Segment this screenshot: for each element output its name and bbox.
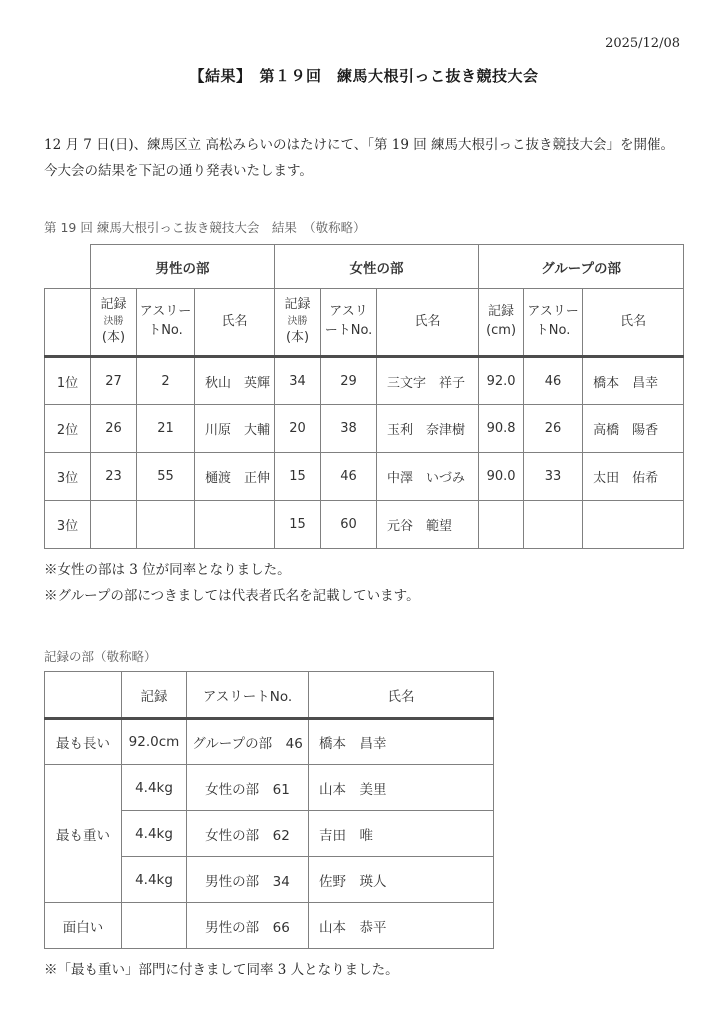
note-women-tie: ※女性の部は 3 位が同率となりました。 xyxy=(44,562,291,578)
name-cell: 橋本 昌幸 xyxy=(583,357,684,405)
rank-header-cell xyxy=(45,289,91,357)
athlete-no-cell: 2 xyxy=(137,357,195,405)
name-cell: 樋渡 正伸 xyxy=(195,453,275,501)
document-date: 2025/12/08 xyxy=(605,36,680,51)
records-section-heading: 記録の部（敬称略） xyxy=(44,649,157,664)
group-record-header xyxy=(479,289,524,357)
athlete-no-cell: グループの部 46 xyxy=(187,719,309,765)
category-cell: 面白い xyxy=(45,903,122,949)
athlete-no-cell: 男性の部 66 xyxy=(187,903,309,949)
record-label: 記録 xyxy=(488,304,515,320)
division-men-header: 男性の部 xyxy=(91,245,275,289)
result-row-3 xyxy=(45,453,684,501)
record-cell: 27 xyxy=(91,357,137,405)
record-row-longest xyxy=(45,719,494,765)
corner-spacer-cell xyxy=(45,245,91,289)
division-women-header: 女性の部 xyxy=(275,245,479,289)
men-name-header: 氏名 xyxy=(195,289,275,357)
records-note: ※「最も重い」部門に付きまして同率 3 人となりました。 xyxy=(44,962,399,978)
intro-line-1: 12 月 7 日(日)、練馬区立 高松みらいのはたけにて、「第 19 回 練馬大根引っこ抜き競技大会」を開催。 xyxy=(44,137,674,153)
record-cell: 90.8 xyxy=(479,405,524,453)
record-cell: 90.0 xyxy=(479,453,524,501)
rank-cell: 2位 xyxy=(45,405,91,453)
athlete-no-cell: 26 xyxy=(524,405,583,453)
record-cell: 4.4kg xyxy=(122,857,187,903)
record-cell: 4.4kg xyxy=(122,765,187,811)
record-cell: 92.0 xyxy=(479,357,524,405)
athlete-no-cell: 60 xyxy=(321,501,377,549)
page-title: 【結果】 第１９回 練馬大根引っこ抜き競技大会 xyxy=(189,67,539,85)
record-cell xyxy=(479,501,524,549)
record-cell: 34 xyxy=(275,357,321,405)
athlete-no-cell: 女性の部 61 xyxy=(187,765,309,811)
column-header-row xyxy=(45,289,684,357)
records-corner-cell xyxy=(45,672,122,719)
records-name-header: 氏名 xyxy=(309,672,494,719)
results-notes xyxy=(44,557,684,609)
men-record-header xyxy=(91,289,137,357)
record-round-label: 決勝 xyxy=(287,315,308,327)
name-cell: 秋山 英輝 xyxy=(195,357,275,405)
record-cell: 15 xyxy=(275,501,321,549)
name-cell: 吉田 唯 xyxy=(309,811,494,857)
athlete-no-cell: 46 xyxy=(524,357,583,405)
men-athlete-no-header: アスリートNo. xyxy=(137,289,195,357)
records-table xyxy=(44,671,494,949)
results-section-heading: 第 19 回 練馬大根引っこ抜き競技大会 結果 （敬称略） xyxy=(44,220,366,235)
name-cell: 元谷 範望 xyxy=(377,501,479,549)
record-cell: 20 xyxy=(275,405,321,453)
athlete-no-cell: 男性の部 34 xyxy=(187,857,309,903)
results-table xyxy=(44,244,684,549)
athlete-no-cell: 55 xyxy=(137,453,195,501)
rank-cell: 3位 xyxy=(45,453,91,501)
record-cell: 4.4kg xyxy=(122,811,187,857)
name-cell: 三文字 祥子 xyxy=(377,357,479,405)
category-cell: 最も重い xyxy=(45,765,122,903)
athlete-no-cell: 46 xyxy=(321,453,377,501)
name-cell: 橋本 昌幸 xyxy=(309,719,494,765)
rank-cell: 3位 xyxy=(45,501,91,549)
result-row-2 xyxy=(45,405,684,453)
athlete-no-cell xyxy=(524,501,583,549)
women-record-header xyxy=(275,289,321,357)
athlete-no-cell xyxy=(137,501,195,549)
records-record-header: 記録 xyxy=(122,672,187,719)
record-cell: 23 xyxy=(91,453,137,501)
athlete-no-cell: 女性の部 62 xyxy=(187,811,309,857)
result-row-4 xyxy=(45,501,684,549)
name-cell: 川原 大輔 xyxy=(195,405,275,453)
name-cell xyxy=(583,501,684,549)
name-cell: 高橋 陽香 xyxy=(583,405,684,453)
record-label: 記録 xyxy=(100,296,127,312)
name-cell: 佐野 瑛人 xyxy=(309,857,494,903)
intro-paragraph xyxy=(44,132,684,184)
name-cell: 山本 恭平 xyxy=(309,903,494,949)
group-name-header: 氏名 xyxy=(583,289,684,357)
name-cell: 山本 美里 xyxy=(309,765,494,811)
division-header-row xyxy=(45,245,684,289)
intro-line-2: 今大会の結果を下記の通り発表いたします。 xyxy=(44,163,313,179)
rank-cell: 1位 xyxy=(45,357,91,405)
result-row-1 xyxy=(45,357,684,405)
category-cell: 最も長い xyxy=(45,719,122,765)
division-group-header: グループの部 xyxy=(479,245,684,289)
record-cell: 15 xyxy=(275,453,321,501)
record-cell xyxy=(91,501,137,549)
athlete-no-cell: 38 xyxy=(321,405,377,453)
name-cell: 中澤 いづみ xyxy=(377,453,479,501)
records-header-row xyxy=(45,672,494,719)
record-cell: 26 xyxy=(91,405,137,453)
women-athlete-no-header: アスリートNo. xyxy=(321,289,377,357)
record-label: 記録 xyxy=(284,296,311,312)
name-cell xyxy=(195,501,275,549)
record-round-label: 決勝 xyxy=(103,315,124,327)
athlete-no-cell: 21 xyxy=(137,405,195,453)
records-athlete-no-header: アスリートNo. xyxy=(187,672,309,719)
women-name-header: 氏名 xyxy=(377,289,479,357)
name-cell: 太田 佑希 xyxy=(583,453,684,501)
record-row-funny xyxy=(45,903,494,949)
record-unit-label: (cm) xyxy=(486,323,517,338)
note-group-representative: ※グループの部につきましては代表者氏名を記載しています。 xyxy=(44,588,420,604)
athlete-no-cell: 33 xyxy=(524,453,583,501)
name-cell: 玉利 奈津樹 xyxy=(377,405,479,453)
record-unit-label: (本) xyxy=(101,330,126,346)
group-athlete-no-header: アスリートNo. xyxy=(524,289,583,357)
record-cell: 92.0cm xyxy=(122,719,187,765)
record-cell xyxy=(122,903,187,949)
athlete-no-cell: 29 xyxy=(321,357,377,405)
record-row-heaviest-1 xyxy=(45,765,494,811)
record-unit-label: (本) xyxy=(285,330,310,346)
